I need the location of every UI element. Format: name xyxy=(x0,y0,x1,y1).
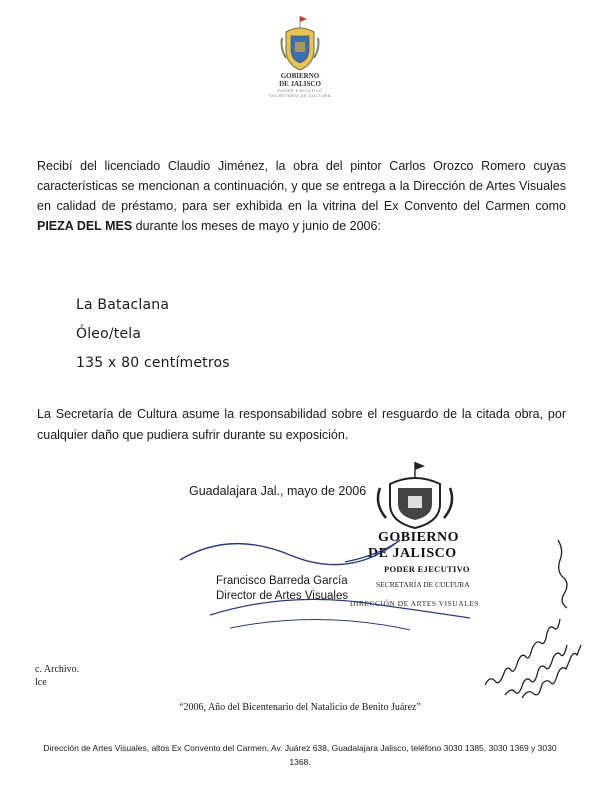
pieza-del-mes-emphasis: PIEZA DEL MES xyxy=(37,219,133,233)
stamp-coat-of-arms-icon xyxy=(370,460,460,530)
signer-title: Director de Artes Visuales xyxy=(216,590,349,602)
official-motto: “2006, Año del Bicentenario del Natalicio de Benito Juárez” xyxy=(179,702,421,713)
stamp-line-4: SECRETARÍA DE CULTURA xyxy=(376,580,470,589)
letterhead-title-2: DE JALISCO xyxy=(279,80,321,88)
date-line: Guadalajara Jal., mayo de 2006 xyxy=(189,484,367,498)
body-paragraph-1 xyxy=(37,156,566,236)
cc-archive: c. Archivo. xyxy=(35,664,80,675)
signer-name: Francisco Barreda García xyxy=(216,575,348,587)
stamp-line-3: PODER EJECUTIVO xyxy=(384,564,470,574)
stamp-line-5: DIRECCIÓN DE ARTES VISUALES xyxy=(350,599,479,608)
letterhead-subtitle-2: SECRETARÍA DE CULTURA xyxy=(269,93,331,98)
artwork-dimensions: 135 x 80 centímetros xyxy=(76,355,230,371)
typist-initials: lce xyxy=(35,677,47,688)
stamp-line-1: GOBIERNO xyxy=(378,530,460,545)
artwork-title: La Bataclana xyxy=(76,297,170,313)
body-paragraph-1-start: Recibí del licenciado Claudio Jiménez, la obra del pintor Carlos Orozco Romero cuyas características se mencionan a continuación, y que se entrega a la Dirección de Artes Visuales en calidad de préstamo, para ser exhibida en la vitrina del Ex Convento del Carmen como xyxy=(37,159,566,213)
body-paragraph-2: La Secretaría de Cultura asume la responsabilidad sobre el resguardo de la citada obra, por cualquier daño que pudiera sufrir durante su exposición. xyxy=(37,407,566,442)
stamp-line-2: DE JALISCO xyxy=(368,546,457,561)
artwork-medium: Óleo/tela xyxy=(76,326,142,342)
letterhead-subtitle-1: PODER EJECUTIVO xyxy=(277,88,323,93)
body-paragraph-1-end: durante los meses de mayo y junio de 2006: xyxy=(132,219,381,233)
footer-address: Dirección de Artes Visuales, altos Ex Convento del Carmen, Av. Juárez 638, Guadalajara Jalisco, teléfono 3030 1385, 3030 1369 y 3030 1368. xyxy=(43,743,557,767)
official-stamp xyxy=(350,460,490,640)
jalisco-coat-of-arms-icon xyxy=(278,14,322,72)
letterhead-title-1: GOBIERNO xyxy=(280,72,320,80)
letterhead xyxy=(262,14,338,108)
